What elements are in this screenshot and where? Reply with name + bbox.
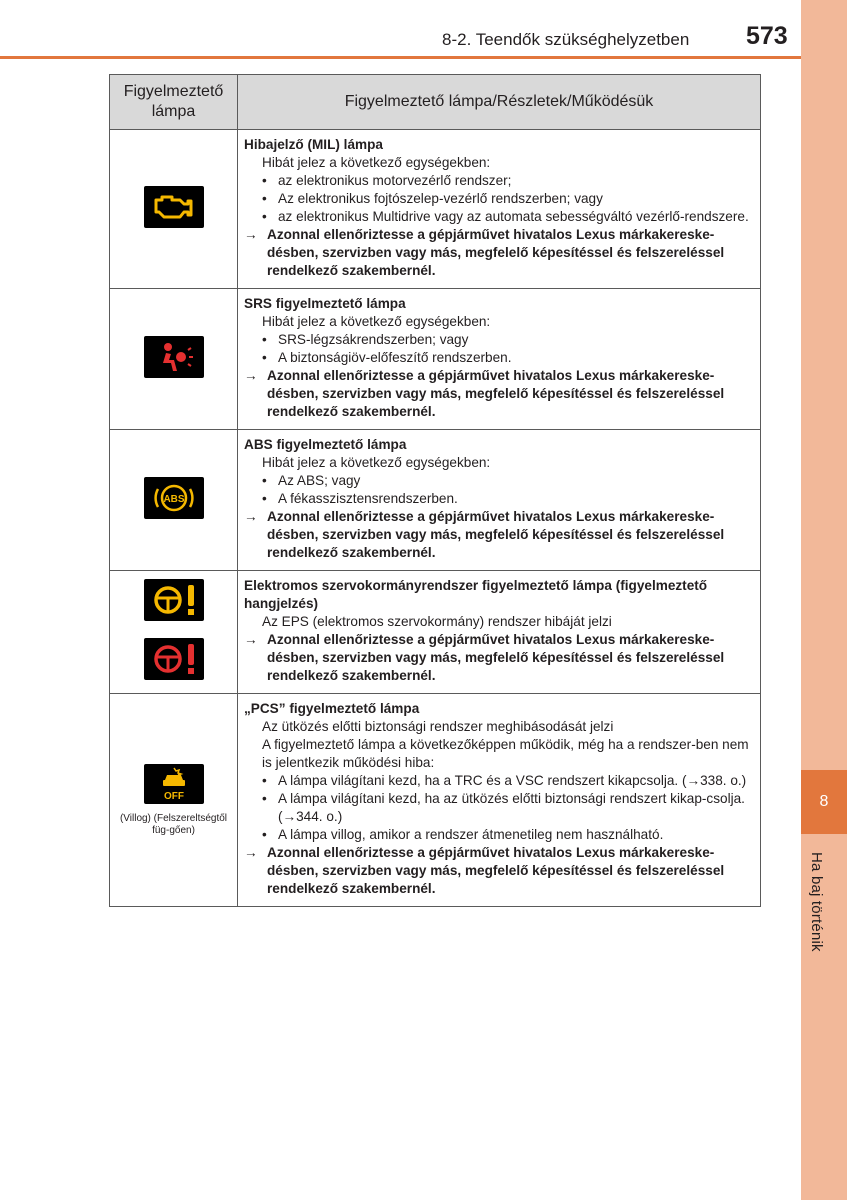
pcs-icon-label: OFF [163, 790, 184, 802]
lamp-intro: Hibát jelez a következő egységekben: [262, 155, 491, 170]
lamp-cell [110, 694, 238, 907]
section-title: 8-2. Teendők szükséghelyzetben [442, 30, 690, 49]
action-instruction: → Azonnal ellenőriztesse a gépjárművet hivatalos Lexus márkakereske-désben, szervizben vagy más, megfelelő képesítéssel és felszereléssel rendelkező szakembernél. [244, 509, 725, 560]
lamp-description [238, 430, 761, 571]
chapter-sidebar [801, 0, 847, 1200]
page-number: 573 [746, 22, 788, 50]
list-item: • Az elektronikus fojtószelep-vezérlő rendszerben; vagy [244, 190, 752, 208]
list-item: • A lámpa villog, amikor a rendszer átmenetileg nem használható. [244, 826, 752, 844]
lamp-description [238, 130, 761, 289]
pcs-off-icon [144, 764, 204, 804]
chapter-number-tab[interactable]: 8 [801, 770, 847, 834]
lamp-cell [110, 430, 238, 571]
lamp-cell [110, 571, 238, 694]
lamp-intro: Az EPS (elektromos szervokormány) rendszer hibáját jelzi [262, 614, 612, 629]
action-instruction: → Azonnal ellenőriztesse a gépjárművet hivatalos Lexus márkakereske-désben, szervizben vagy más, megfelelő képesítéssel és felszereléssel rendelkező szakembernél. [244, 368, 725, 419]
list-item: • az elektronikus motorvezérlő rendszer; [244, 172, 752, 190]
abs-icon [144, 477, 204, 519]
action-instruction: → Azonnal ellenőriztesse a gépjárművet hivatalos Lexus márkakereske-désben, szervizben vagy más, megfelelő képesítéssel és felszereléssel rendelkező szakembernél. [244, 632, 725, 683]
lamp-title: ABS figyelmeztető lámpa [244, 437, 407, 452]
engine-check-icon [144, 186, 204, 228]
lamp-cell [110, 289, 238, 430]
header-rule [0, 56, 801, 59]
lamp-description [238, 571, 761, 694]
list-item: • az elektronikus Multidrive vagy az automata sebességváltó vezérlő-rendszere. [244, 208, 752, 226]
srs-airbag-icon [144, 336, 204, 378]
lamp-cell [110, 130, 238, 289]
lamp-description [238, 694, 761, 907]
table-row [110, 430, 761, 571]
action-instruction: → Azonnal ellenőriztesse a gépjárművet hivatalos Lexus márkakereske-désben, szervizben vagy más, megfelelő képesítéssel és felszereléssel rendelkező szakembernél. [244, 845, 725, 896]
action-instruction: → Azonnal ellenőriztesse a gépjárművet hivatalos Lexus márkakereske-désben, szervizben vagy más, megfelelő képesítéssel és felszereléssel rendelkező szakembernél. [244, 227, 725, 278]
arrow-icon: → [244, 368, 258, 383]
list-item: • Az ABS; vagy [244, 472, 752, 490]
arrow-icon: → [244, 227, 258, 242]
lamp-title: SRS figyelmeztető lámpa [244, 296, 406, 311]
lamp-description [238, 289, 761, 430]
arrow-icon: → [244, 509, 258, 524]
list-item: • SRS-légzsákrendszerben; vagy [244, 331, 752, 349]
lamp-intro: Hibát jelez a következő egységekben: [262, 314, 491, 329]
lamp-intro-2: A figyelmeztető lámpa a következőképpen működik, még ha a rendszer-ben nem is jelentkezik működési hiba: [262, 737, 749, 770]
arrow-icon: → [244, 632, 258, 647]
column-header-details: Figyelmeztető lámpa/Részletek/Működésük [238, 75, 761, 130]
lamp-title: „PCS” figyelmeztető lámpa [244, 701, 420, 716]
table-row [110, 571, 761, 694]
list-item: • A fékasszisztensrendszerben. [244, 490, 752, 508]
lamp-intro: Az ütközés előtti biztonsági rendszer meghibásodását jelzi [262, 719, 614, 734]
warning-lamp-table [109, 74, 761, 907]
table-row [110, 289, 761, 430]
list-item: • A biztonságiöv-előfeszítő rendszerben. [244, 349, 752, 367]
chapter-title: Ha baj történik [808, 852, 825, 952]
list-item: • A lámpa világítani kezd, ha az ütközés előtti biztonsági rendszert kikap-csolja. (→344. o.) [244, 790, 752, 826]
table-header-row [110, 75, 761, 130]
abs-icon-label: ABS [162, 493, 185, 505]
lamp-title: Hibajelző (MIL) lámpa [244, 137, 383, 152]
steering-warning-red-icon [144, 638, 204, 680]
steering-warning-amber-icon [144, 579, 204, 621]
column-header-lamp: Figyelmeztető lámpa [110, 75, 238, 130]
list-item: • A lámpa világítani kezd, ha a TRC és a VSC rendszert kikapcsolja. (→338. o.) [244, 772, 752, 790]
arrow-icon: → [244, 845, 258, 860]
table-row [110, 694, 761, 907]
lamp-intro: Hibát jelez a következő egységekben: [262, 455, 491, 470]
table-row [110, 130, 761, 289]
lamp-note: (Villog) (Felszereltségtől füg-gően) [119, 812, 228, 836]
lamp-title: Elektromos szervokormányrendszer figyelmeztető lámpa (figyelmeztető hangjelzés) [244, 578, 708, 611]
